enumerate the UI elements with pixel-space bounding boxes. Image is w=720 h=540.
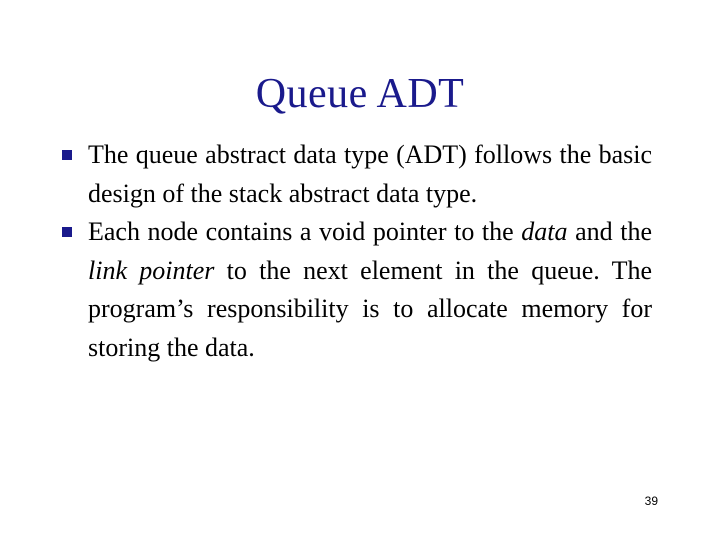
bullet-2-italic-data: data <box>521 217 568 246</box>
bullet-list <box>62 136 652 367</box>
bullet-2-italic-link-pointer: link pointer <box>88 255 215 285</box>
square-bullet-icon <box>62 227 72 237</box>
slide-title: Queue ADT <box>255 71 465 117</box>
bullet-2-text-part2: and the <box>567 217 653 246</box>
bullet-2-text-part3: to the next element in the queue. The program’s responsibility is to allocate memory for storing the data. <box>88 255 653 362</box>
bullet-2-text-part1: Each node contains a void pointer to the <box>88 217 522 246</box>
bullet-item-2 <box>62 213 652 367</box>
square-bullet-icon <box>62 150 72 160</box>
bullet-1-text: The queue abstract data type (ADT) follows the basic design of the stack abstract data type. <box>88 140 652 208</box>
bullet-item-1 <box>62 136 652 213</box>
page-number: 39 <box>644 494 658 508</box>
